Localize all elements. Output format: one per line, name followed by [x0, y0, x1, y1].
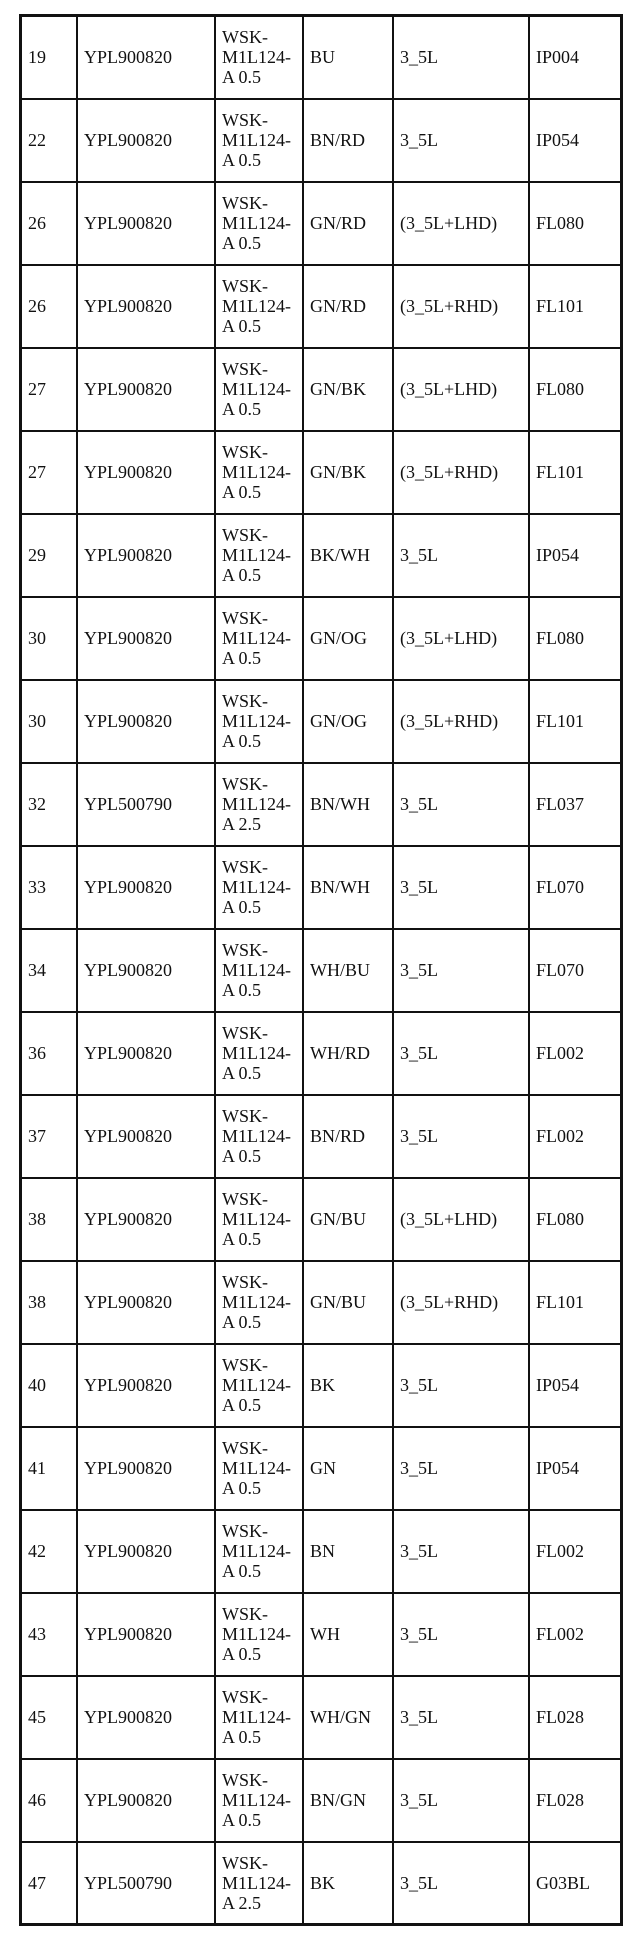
cell-part-number: YPL900820 [77, 431, 215, 514]
cell-wire-color: GN/OG [303, 597, 393, 680]
wire-spec-line: WSK- [222, 1852, 268, 1873]
wire-spec-line: WSK- [222, 1604, 268, 1624]
wire-spec-line: A 0.5 [222, 1478, 262, 1498]
cell-option-code: 3_5L [393, 1095, 529, 1178]
cell-wire-color: WH/GN [303, 1676, 393, 1759]
wire-spec-line: M1L124- [222, 1872, 291, 1893]
wire-spec-line: A 0.5 [222, 67, 262, 88]
cell-option-code: (3_5L+RHD) [393, 265, 529, 348]
table-row [21, 680, 622, 763]
cell-connector-id: FL002 [529, 1510, 622, 1593]
cell-wire-color: BN/RD [303, 99, 393, 182]
table-row [21, 99, 622, 182]
cell-wire-color: WH/RD [303, 1012, 393, 1095]
cell-wire-number: 45 [21, 1676, 78, 1759]
cell-option-code: 3_5L [393, 99, 529, 182]
cell-wire-spec [215, 348, 303, 431]
wire-spec-line: WSK- [222, 1438, 268, 1458]
cell-connector-id: FL002 [529, 1593, 622, 1676]
cell-wire-color: GN/BK [303, 348, 393, 431]
cell-wire-color: BN/RD [303, 1095, 393, 1178]
cell-wire-number: 19 [21, 16, 78, 99]
cell-connector-id: FL101 [529, 1261, 622, 1344]
cell-connector-id: FL070 [529, 846, 622, 929]
cell-wire-color: GN/OG [303, 680, 393, 763]
table-row [21, 265, 622, 348]
cell-wire-number: 38 [21, 1178, 78, 1261]
cell-part-number: YPL900820 [77, 597, 215, 680]
cell-wire-spec [215, 1510, 303, 1593]
wire-spec-line: WSK- [222, 857, 268, 877]
wire-spec-line: WSK- [222, 359, 268, 379]
wire-spec-line: WSK- [222, 525, 268, 545]
cell-option-code: 3_5L [393, 514, 529, 597]
cell-wire-color: GN/BU [303, 1178, 393, 1261]
cell-wire-spec [215, 1676, 303, 1759]
wire-spec-line: M1L124- [222, 1126, 291, 1146]
cell-wire-number: 32 [21, 763, 78, 846]
cell-part-number: YPL900820 [77, 1676, 215, 1759]
wire-spec-line: M1L124- [222, 1624, 291, 1644]
cell-wire-number: 37 [21, 1095, 78, 1178]
wire-spec-line: M1L124- [222, 711, 291, 731]
cell-option-code: 3_5L [393, 763, 529, 846]
cell-wire-color: GN/BK [303, 431, 393, 514]
cell-wire-number: 46 [21, 1759, 78, 1842]
cell-wire-spec [215, 431, 303, 514]
cell-option-code: 3_5L [393, 1676, 529, 1759]
cell-wire-number: 47 [21, 1842, 78, 1925]
wire-spec-line: A 0.5 [222, 565, 262, 585]
wire-spec-line: M1L124- [222, 296, 291, 316]
cell-wire-number: 26 [21, 265, 78, 348]
cell-wire-spec [215, 680, 303, 763]
cell-wire-spec [215, 1427, 303, 1510]
cell-wire-spec [215, 1178, 303, 1261]
cell-option-code: (3_5L+LHD) [393, 348, 529, 431]
wire-spec-line: WSK- [222, 1272, 268, 1292]
cell-connector-id: IP054 [529, 99, 622, 182]
cell-part-number: YPL900820 [77, 1344, 215, 1427]
cell-wire-spec [215, 99, 303, 182]
cell-wire-spec [215, 1593, 303, 1676]
cell-wire-number: 22 [21, 99, 78, 182]
cell-wire-spec [215, 1842, 303, 1925]
cell-connector-id: FL101 [529, 431, 622, 514]
wire-spec-line: A 0.5 [222, 316, 262, 336]
table-row [21, 514, 622, 597]
table-row [21, 929, 622, 1012]
cell-connector-id: FL028 [529, 1759, 622, 1842]
cell-part-number: YPL900820 [77, 99, 215, 182]
cell-part-number: YPL900820 [77, 16, 215, 99]
cell-part-number: YPL900820 [77, 514, 215, 597]
wire-spec-line: A 0.5 [222, 150, 262, 170]
cell-wire-spec [215, 265, 303, 348]
wire-spec-line: M1L124- [222, 1292, 291, 1312]
wire-spec-line: WSK- [222, 940, 268, 960]
cell-wire-color: GN [303, 1427, 393, 1510]
wire-spec-line: A 0.5 [222, 897, 262, 917]
wire-spec-line: A 0.5 [222, 1810, 262, 1830]
cell-wire-color: BN [303, 1510, 393, 1593]
wire-spec-line: A 0.5 [222, 1063, 262, 1083]
cell-option-code: 3_5L [393, 1427, 529, 1510]
table-row [21, 1842, 622, 1925]
table-row [21, 348, 622, 431]
wire-spec-line: A 0.5 [222, 233, 262, 253]
cell-option-code: 3_5L [393, 1842, 529, 1925]
wire-spec-line: WSK- [222, 1770, 268, 1790]
wire-spec-line: M1L124- [222, 379, 291, 399]
cell-part-number: YPL900820 [77, 1012, 215, 1095]
cell-wire-color: GN/RD [303, 182, 393, 265]
table-row [21, 1759, 622, 1842]
wire-spec-line: WSK- [222, 27, 268, 48]
cell-wire-spec [215, 514, 303, 597]
table-row [21, 182, 622, 265]
wire-spec-line: A 0.5 [222, 1312, 262, 1332]
table-row [21, 846, 622, 929]
table-row [21, 597, 622, 680]
cell-wire-color: BN/WH [303, 763, 393, 846]
wire-spec-line: M1L124- [222, 1043, 291, 1063]
table-row [21, 1012, 622, 1095]
cell-wire-spec [215, 929, 303, 1012]
cell-connector-id: FL037 [529, 763, 622, 846]
wire-spec-line: WSK- [222, 1355, 268, 1375]
wire-spec-line: WSK- [222, 1189, 268, 1209]
cell-connector-id: FL002 [529, 1012, 622, 1095]
cell-wire-number: 43 [21, 1593, 78, 1676]
cell-option-code: 3_5L [393, 846, 529, 929]
cell-part-number: YPL500790 [77, 763, 215, 846]
cell-wire-number: 30 [21, 597, 78, 680]
wire-spec-line: M1L124- [222, 628, 291, 648]
cell-wire-spec [215, 1261, 303, 1344]
wire-spec-line: A 0.5 [222, 1727, 262, 1747]
cell-wire-spec [215, 16, 303, 99]
cell-wire-number: 42 [21, 1510, 78, 1593]
cell-wire-color: BN/WH [303, 846, 393, 929]
table-row [21, 1510, 622, 1593]
cell-wire-number: 29 [21, 514, 78, 597]
cell-connector-id: IP054 [529, 1427, 622, 1510]
wire-spec-line: WSK- [222, 1687, 268, 1707]
wire-spec-line: WSK- [222, 608, 268, 628]
wire-spec-line: WSK- [222, 276, 268, 296]
table-row [21, 431, 622, 514]
wire-spec-line: A 0.5 [222, 731, 262, 751]
wire-spec-line: A 0.5 [222, 1229, 262, 1249]
wire-spec-line: M1L124- [222, 130, 291, 150]
cell-option-code: (3_5L+LHD) [393, 597, 529, 680]
wire-spec-line: WSK- [222, 442, 268, 462]
wire-spec-line: WSK- [222, 1106, 268, 1126]
cell-connector-id: FL080 [529, 1178, 622, 1261]
cell-wire-number: 36 [21, 1012, 78, 1095]
wire-harness-table [19, 14, 623, 1926]
wire-spec-line: M1L124- [222, 960, 291, 980]
cell-connector-id: IP004 [529, 16, 622, 99]
cell-part-number: YPL900820 [77, 846, 215, 929]
cell-wire-spec [215, 1095, 303, 1178]
wire-spec-line: M1L124- [222, 545, 291, 565]
wire-spec-line: A 0.5 [222, 1644, 262, 1664]
wire-spec-line: M1L124- [222, 1541, 291, 1561]
wire-spec-line: M1L124- [222, 877, 291, 897]
cell-option-code: (3_5L+RHD) [393, 1261, 529, 1344]
table-row [21, 763, 622, 846]
cell-connector-id: G03BL [529, 1842, 622, 1925]
cell-part-number: YPL900820 [77, 680, 215, 763]
document-page [19, 14, 611, 1926]
wire-spec-line: A 0.5 [222, 1561, 262, 1581]
wire-spec-line: A 0.5 [222, 648, 262, 668]
cell-wire-number: 27 [21, 431, 78, 514]
cell-part-number: YPL900820 [77, 1261, 215, 1344]
table-row [21, 1676, 622, 1759]
wire-spec-line: A 2.5 [222, 1892, 262, 1913]
cell-option-code: 3_5L [393, 929, 529, 1012]
cell-option-code: 3_5L [393, 1593, 529, 1676]
cell-option-code: (3_5L+LHD) [393, 1178, 529, 1261]
cell-connector-id: FL101 [529, 680, 622, 763]
cell-part-number: YPL900820 [77, 1095, 215, 1178]
cell-wire-color: BK/WH [303, 514, 393, 597]
wire-spec-line: M1L124- [222, 1209, 291, 1229]
cell-connector-id: IP054 [529, 514, 622, 597]
wire-spec-line: A 0.5 [222, 399, 262, 419]
cell-wire-color: BK [303, 1344, 393, 1427]
cell-wire-color: BK [303, 1842, 393, 1925]
cell-wire-color: BN/GN [303, 1759, 393, 1842]
cell-wire-number: 40 [21, 1344, 78, 1427]
wire-spec-line: WSK- [222, 193, 268, 213]
cell-wire-color: BU [303, 16, 393, 99]
wire-spec-line: M1L124- [222, 1707, 291, 1727]
wire-spec-line: M1L124- [222, 1375, 291, 1395]
cell-wire-number: 27 [21, 348, 78, 431]
cell-option-code: 3_5L [393, 1012, 529, 1095]
wire-spec-line: M1L124- [222, 1790, 291, 1810]
cell-wire-number: 33 [21, 846, 78, 929]
wire-spec-line: M1L124- [222, 794, 291, 814]
cell-wire-number: 38 [21, 1261, 78, 1344]
cell-connector-id: FL080 [529, 597, 622, 680]
cell-part-number: YPL900820 [77, 1759, 215, 1842]
wire-spec-line: A 2.5 [222, 814, 262, 834]
wire-spec-line: WSK- [222, 1023, 268, 1043]
wire-spec-line: WSK- [222, 110, 268, 130]
cell-wire-number: 26 [21, 182, 78, 265]
cell-part-number: YPL900820 [77, 348, 215, 431]
wire-spec-line: M1L124- [222, 213, 291, 233]
wire-spec-line: A 0.5 [222, 1146, 262, 1166]
cell-wire-spec [215, 182, 303, 265]
cell-wire-color: GN/RD [303, 265, 393, 348]
cell-part-number: YPL900820 [77, 1427, 215, 1510]
wire-spec-line: WSK- [222, 1521, 268, 1541]
cell-connector-id: IP054 [529, 1344, 622, 1427]
table-row [21, 1178, 622, 1261]
cell-connector-id: FL070 [529, 929, 622, 1012]
wire-spec-line: M1L124- [222, 1458, 291, 1478]
cell-part-number: YPL900820 [77, 929, 215, 1012]
cell-connector-id: FL101 [529, 265, 622, 348]
cell-connector-id: FL028 [529, 1676, 622, 1759]
wire-spec-line: M1L124- [222, 462, 291, 482]
cell-wire-spec [215, 1344, 303, 1427]
cell-wire-number: 30 [21, 680, 78, 763]
cell-wire-spec [215, 1759, 303, 1842]
table-row [21, 1427, 622, 1510]
cell-option-code: 3_5L [393, 1510, 529, 1593]
cell-part-number: YPL900820 [77, 265, 215, 348]
cell-wire-color: WH [303, 1593, 393, 1676]
cell-part-number: YPL500790 [77, 1842, 215, 1925]
cell-part-number: YPL900820 [77, 182, 215, 265]
cell-wire-spec [215, 597, 303, 680]
table-row [21, 1261, 622, 1344]
wire-spec-line: A 0.5 [222, 482, 262, 502]
cell-option-code: 3_5L [393, 1344, 529, 1427]
cell-connector-id: FL002 [529, 1095, 622, 1178]
cell-connector-id: FL080 [529, 182, 622, 265]
wire-spec-line: A 0.5 [222, 980, 262, 1000]
cell-wire-color: GN/BU [303, 1261, 393, 1344]
wire-spec-line: A 0.5 [222, 1395, 262, 1415]
cell-part-number: YPL900820 [77, 1178, 215, 1261]
table-row [21, 1593, 622, 1676]
wire-spec-line: WSK- [222, 774, 268, 794]
cell-option-code: 3_5L [393, 16, 529, 99]
cell-wire-spec [215, 763, 303, 846]
cell-wire-number: 41 [21, 1427, 78, 1510]
cell-part-number: YPL900820 [77, 1510, 215, 1593]
cell-wire-spec [215, 846, 303, 929]
cell-option-code: (3_5L+RHD) [393, 431, 529, 514]
cell-wire-color: WH/BU [303, 929, 393, 1012]
cell-option-code: 3_5L [393, 1759, 529, 1842]
cell-part-number: YPL900820 [77, 1593, 215, 1676]
cell-option-code: (3_5L+RHD) [393, 680, 529, 763]
table-row [21, 1095, 622, 1178]
wire-spec-line: M1L124- [222, 47, 291, 68]
cell-wire-spec [215, 1012, 303, 1095]
table-body [21, 16, 622, 1925]
cell-option-code: (3_5L+LHD) [393, 182, 529, 265]
wire-spec-line: WSK- [222, 691, 268, 711]
table-row [21, 16, 622, 99]
table-row [21, 1344, 622, 1427]
cell-wire-number: 34 [21, 929, 78, 1012]
cell-connector-id: FL080 [529, 348, 622, 431]
